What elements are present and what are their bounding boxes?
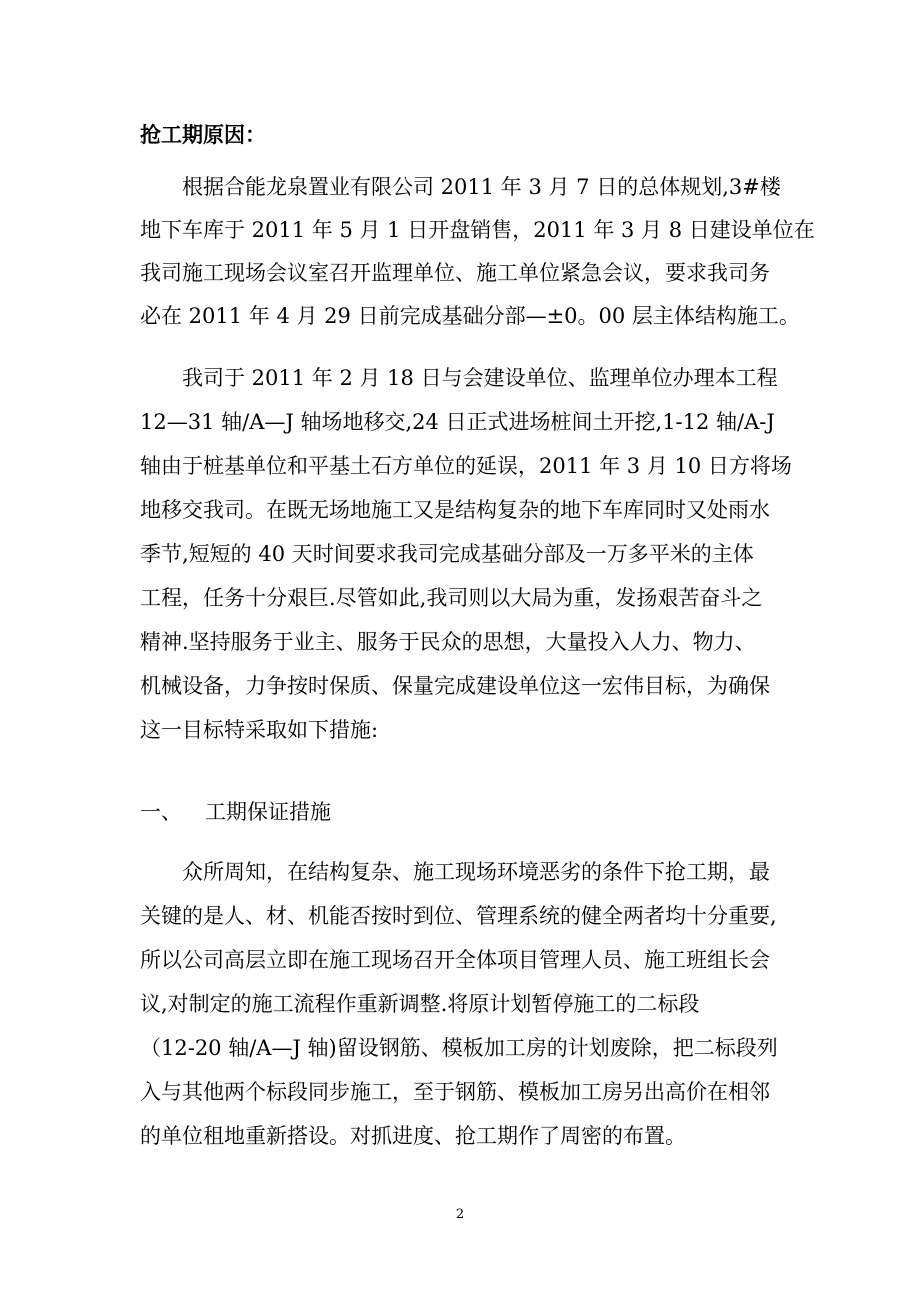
page-number: 2 (455, 1207, 465, 1222)
paragraph-line: 这一目标特采取如下措施: (140, 718, 379, 742)
paragraph-line: 我司施工现场会议室召开监理单位、施工单位紧急会议，要求我司务 (140, 261, 770, 285)
paragraph-line: 议,对制定的施工流程作重新调整.将原计划暂停施工的二标段 (140, 992, 700, 1016)
paragraph-line: 所以公司高层立即在施工现场召开全体项目管理人员、施工班组长会 (140, 948, 770, 972)
paragraph-line: 12—31 轴/A—J 轴场地移交,24 日正式进场桩间土开挖,1-12 轴/A-J (140, 410, 775, 434)
paragraph-line: 机械设备，力争按时保质、保量完成建设单位这一宏伟目标，为确保 (140, 674, 770, 698)
paragraph-line: 我司于 2011 年 2 月 18 日与会建设单位、监理单位办理本工程 (182, 366, 778, 390)
paragraph-line: 季节,短短的 40 天时间要求我司完成基础分部及一万多平米的主体 (140, 542, 754, 566)
document-heading: 抢工期原因： (140, 122, 266, 147)
paragraph-line: 地移交我司。在既无场地施工又是结构复杂的地下车库同时又处雨水 (140, 498, 770, 522)
paragraph-line: 轴由于桩基单位和平基土石方单位的延误，2011 年 3 月 10 日方将场 (140, 454, 792, 478)
paragraph-line: 的单位租地重新搭设。对抓进度、抢工期作了周密的布置。 (140, 1124, 686, 1148)
paragraph-line: 地下车库于 2011 年 5 月 1 日开盘销售，2011 年 3 月 8 日建设单位在 (140, 218, 815, 242)
paragraph-line: 入与其他两个标段同步施工，至于钢筋、模板加工房另出高价在相邻 (140, 1080, 770, 1104)
paragraph-line: 关键的是人、材、机能否按时到位、管理系统的健全两者均十分重要, (140, 904, 777, 928)
paragraph-line: （12-20 轴/A—J 轴)留设钢筋、模板加工房的计划废除，把二标段列 (140, 1036, 778, 1060)
section-number: 一、 (140, 800, 182, 824)
paragraph-line: 工程，任务十分艰巨.尽管如此,我司则以大局为重，发扬艰苦奋斗之 (140, 586, 763, 610)
paragraph-line: 根据合能龙泉置业有限公司 2011 年 3 月 7 日的总体规划,3#楼 (182, 175, 781, 199)
paragraph-line: 必在 2011 年 4 月 29 日前完成基础分部—±0。00 层主体结构施工。 (140, 304, 800, 328)
section-title: 工期保证措施 (205, 800, 331, 824)
paragraph-line: 众所周知，在结构复杂、施工现场环境恶劣的条件下抢工期，最 (182, 860, 770, 884)
paragraph-line: 精神.坚持服务于业主、服务于民众的思想，大量投入人力、物力、 (140, 630, 756, 654)
